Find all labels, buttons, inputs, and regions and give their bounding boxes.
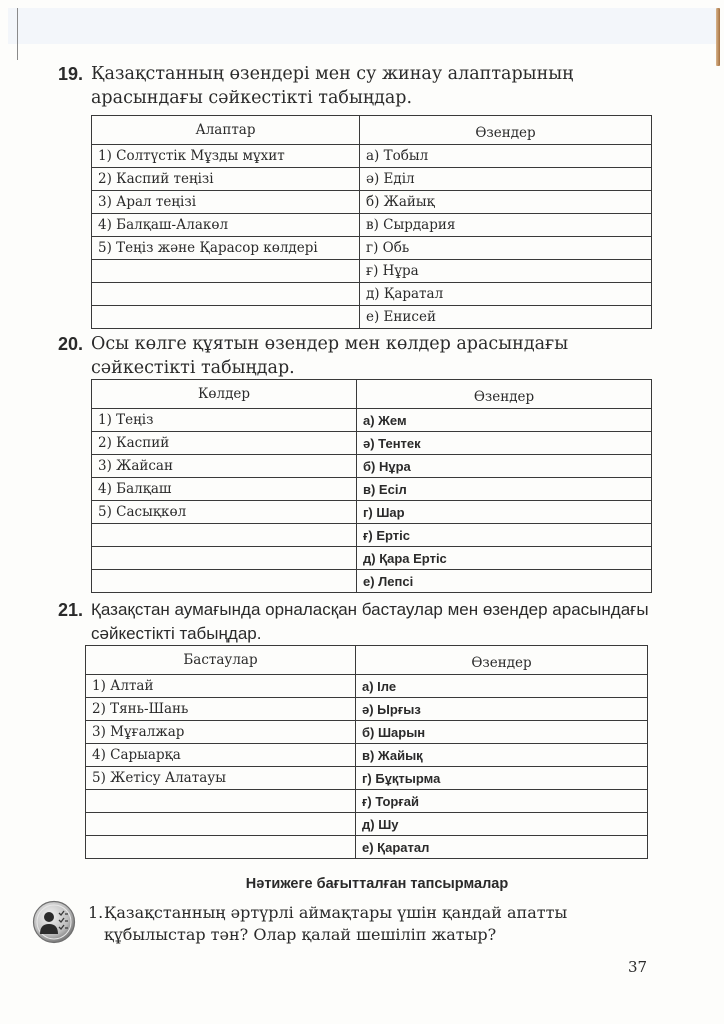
binding-rule [17,8,18,60]
table-header-row [86,646,648,675]
left-cell: 3) Арал теңізі [92,191,360,214]
right-cell: ғ) Ертіс [357,524,652,547]
student-checklist-icon [32,900,76,944]
table-row [86,675,648,698]
left-cell [86,813,356,836]
left-cell: 5) Сасықкөл [92,501,357,524]
question-text: Осы көлге құятын өзендер мен көлдер арасындағы сәйкестікті табыңдар. [91,334,569,378]
right-cell: е) Енисей [360,306,652,329]
left-cell: 5) Жетісу Алатауы [86,767,356,790]
right-cell: д) Қаратал [360,283,652,306]
right-cell: ә) Еділ [360,168,652,191]
left-cell [86,836,356,859]
question-text: Қазақстан аумағында орналасқан бастаулар мен өзендер арасындағы сәйкестікті табыңдар. [91,600,649,643]
right-cell: г) Обь [360,237,652,260]
table-row [92,501,652,524]
table-row [92,214,652,237]
task-1 [88,902,668,946]
right-cell: ә) Тентек [357,432,652,455]
table-row [92,409,652,432]
table-row [92,283,652,306]
left-cell [92,547,357,570]
right-cell: б) Жайық [360,191,652,214]
table-q20 [91,379,652,593]
right-cell: б) Нұра [357,455,652,478]
left-cell: 4) Балқаш [92,478,357,501]
page-top-band [8,8,716,44]
column-header-basins: Алаптар [92,116,360,145]
right-cell: е) Қаратал [356,836,648,859]
left-cell [92,283,360,306]
question-number: 21. [58,600,84,620]
right-cell: а) Жем [357,409,652,432]
question-number: 19. [58,64,84,84]
left-cell: 3) Мұғалжар [86,721,356,744]
table-row [92,145,652,168]
column-header-rivers: Өзендер [357,380,652,409]
question-19 [58,62,658,110]
table-row [86,790,648,813]
right-cell: е) Лепсі [357,570,652,593]
right-cell: г) Шар [357,501,652,524]
left-cell: 3) Жайсан [92,455,357,478]
left-cell: 1) Алтай [86,675,356,698]
table-row [92,168,652,191]
right-cell: а) Іле [356,675,648,698]
table-row [92,432,652,455]
column-header-lakes: Көлдер [92,380,357,409]
right-cell: ә) Ырғыз [356,698,648,721]
table-q19 [91,115,652,329]
table-row [92,455,652,478]
right-cell: б) Шарын [356,721,648,744]
left-cell: 5) Теңіз және Қарасор көлдері [92,237,360,260]
question-text: Қазақстанның өзендері мен су жинау алаптарының арасындағы сәйкестікті табыңдар. [91,64,574,108]
question-20 [58,332,658,380]
right-cell: в) Жайық [356,744,648,767]
right-cell: в) Сырдария [360,214,652,237]
right-cell: д) Қара Ертіс [357,547,652,570]
left-cell: 2) Каспий [92,432,357,455]
table-row [86,836,648,859]
table-row [86,767,648,790]
left-cell [92,306,360,329]
table-row [86,813,648,836]
table-row [92,306,652,329]
left-cell [92,524,357,547]
column-header-rivers: Өзендер [356,646,648,675]
task-number: 1. [88,903,104,922]
table-row [92,570,652,593]
right-cell: д) Шу [356,813,648,836]
table-row [92,260,652,283]
left-cell: 1) Теңіз [92,409,357,432]
left-cell [86,790,356,813]
table-row [92,237,652,260]
left-cell: 2) Каспий теңізі [92,168,360,191]
table-row [92,524,652,547]
table-q21 [85,645,648,859]
table-row [86,744,648,767]
page-edge-tab [716,8,720,66]
left-cell [92,570,357,593]
question-number: 20. [58,334,84,354]
section-title-results-tasks: Нәтижеге бағытталған тапсырмалар [245,876,509,892]
left-cell [92,260,360,283]
task-text: Қазақстанның әртүрлі аймақтары үшін қандай апатты құбылыстар тән? Олар қалай шешіліп жатыр? [104,903,568,944]
right-cell: а) Тобыл [360,145,652,168]
right-cell: в) Есіл [357,478,652,501]
table-row [92,478,652,501]
table-header-row [92,380,652,409]
column-header-rivers: Өзендер [360,116,652,145]
table-row [86,721,648,744]
left-cell: 4) Сарыарқа [86,744,356,767]
right-cell: г) Бұқтырма [356,767,648,790]
right-cell: ғ) Торғай [356,790,648,813]
column-header-sources: Бастаулар [86,646,356,675]
right-cell: ғ) Нұра [360,260,652,283]
question-21 [58,598,658,646]
table-header-row [92,116,652,145]
table-row [92,547,652,570]
table-row [86,698,648,721]
left-cell: 4) Балқаш-Алакөл [92,214,360,237]
table-row [92,191,652,214]
left-cell: 2) Тянь-Шань [86,698,356,721]
left-cell: 1) Солтүстік Мұзды мұхит [92,145,360,168]
page-number: 37 [628,958,648,976]
